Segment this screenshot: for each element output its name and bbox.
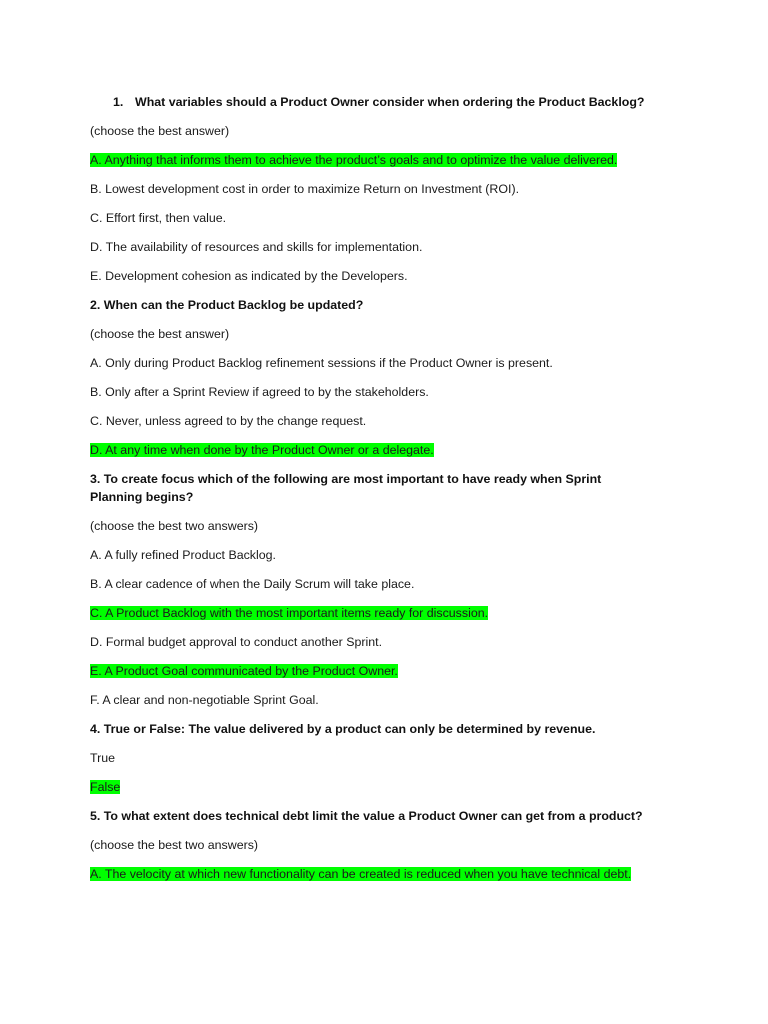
question-2: 2. When can the Product Backlog be updated? — [90, 298, 364, 312]
answer-highlight: A. Anything that informs them to achieve the product’s goals and to optimize the value delivered. — [90, 153, 618, 167]
answer-highlight: False — [90, 780, 121, 794]
question-1-text: What variables should a Product Owner consider when ordering the Product Backlog? — [135, 95, 645, 109]
question-3-option-c — [90, 604, 660, 622]
question-3-option-d: D. Formal budget approval to conduct another Sprint. — [90, 635, 383, 649]
question-1 — [90, 93, 660, 111]
question-4: 4. True or False: The value delivered by a product can only be determined by revenue. — [90, 722, 596, 736]
document-body — [90, 93, 660, 894]
question-1-option-d: D. The availability of resources and skills for implementation. — [90, 240, 423, 254]
question-3-option-f: F. A clear and non-negotiable Sprint Goal. — [90, 693, 319, 707]
question-1-option-a — [90, 151, 660, 169]
question-1-option-b: B. Lowest development cost in order to maximize Return on Investment (ROI). — [90, 182, 520, 196]
question-2-option-d — [90, 441, 660, 459]
question-5-instruction: (choose the best two answers) — [90, 838, 259, 852]
question-5-option-a — [90, 865, 660, 883]
question-3-option-b: B. A clear cadence of when the Daily Scrum will take place. — [90, 577, 415, 591]
question-3-option-a: A. A fully refined Product Backlog. — [90, 548, 276, 562]
question-1-number: 1. — [113, 95, 124, 109]
question-2-option-a: A. Only during Product Backlog refinement sessions if the Product Owner is present. — [90, 356, 553, 370]
question-1-option-e: E. Development cohesion as indicated by the Developers. — [90, 269, 408, 283]
question-2-option-b: B. Only after a Sprint Review if agreed to by the stakeholders. — [90, 385, 429, 399]
question-2-instruction: (choose the best answer) — [90, 327, 230, 341]
answer-highlight: E. A Product Goal communicated by the Product Owner. — [90, 664, 398, 678]
question-1-option-c: C. Effort first, then value. — [90, 211, 227, 225]
question-3: 3. To create focus which of the following are most important to have ready when Sprint Planning begins? — [90, 472, 602, 504]
question-5: 5. To what extent does technical debt limit the value a Product Owner can get from a product? — [90, 809, 643, 823]
answer-highlight: D. At any time when done by the Product Owner or a delegate. — [90, 443, 434, 457]
question-2-option-c: C. Never, unless agreed to by the change request. — [90, 414, 367, 428]
question-3-option-e — [90, 662, 660, 680]
answer-highlight: C. A Product Backlog with the most important items ready for discussion. — [90, 606, 489, 620]
question-4-option-true: True — [90, 751, 116, 765]
question-1-instruction: (choose the best answer) — [90, 124, 230, 138]
answer-highlight: A. The velocity at which new functionality can be created is reduced when you have technical debt. — [90, 867, 632, 881]
question-4-option-false — [90, 778, 660, 796]
question-3-instruction: (choose the best two answers) — [90, 519, 259, 533]
